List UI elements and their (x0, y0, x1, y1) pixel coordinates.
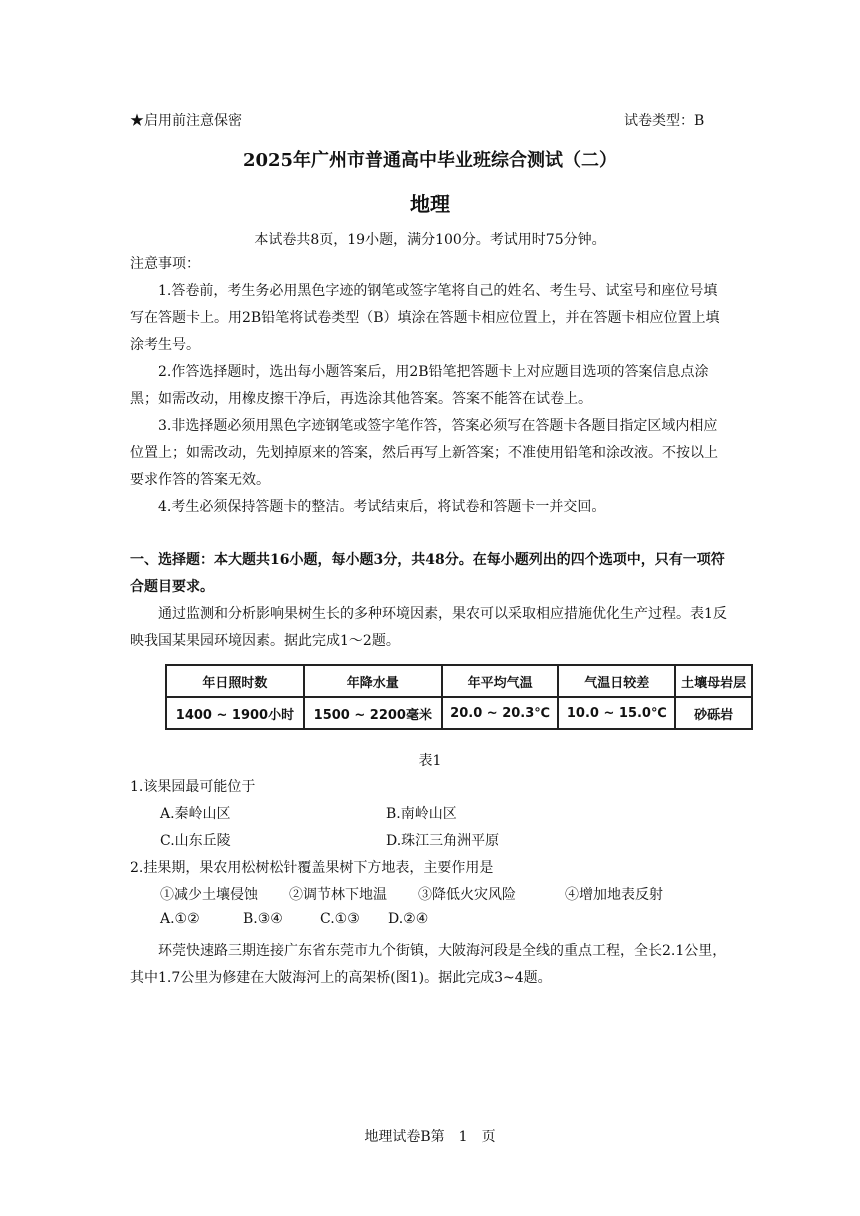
question-2-statement-4: ④增加地表反射 (565, 887, 663, 903)
note-item-2: 2.作答选择题时，选出每小题答案后，用2B铅笔把答题卡上对应题目选项的答案信息点涂黑；如需改动，用橡皮擦干净后，再选涂其他答案。答案不能答在试卷上。 (130, 364, 709, 407)
table-cell: 20.0 ~ 20.3℃ (442, 697, 559, 729)
exam-intro: 本试卷共8页，19小题，满分100分。考试用时75分钟。 (254, 232, 606, 248)
exam-title: 2025年广州市普通高中毕业班综合测试（二） (242, 150, 618, 171)
table-row (166, 697, 752, 729)
note-item-3: 3.非选择题必须用黑色字迹钢笔或签字笔作答，答案必须写在答题卡各题目指定区域内相应位置上；如需改动，先划掉原来的答案，然后再写上新答案；不准使用铅笔和涂改液。不按以上要求作答的答案无效。 (130, 418, 718, 488)
table-header-cell: 气温日较差 (558, 665, 675, 697)
table-header-row (166, 665, 752, 697)
environment-table (165, 664, 753, 730)
table-caption: 表1 (418, 753, 442, 769)
question-2-option-b: B.③④ (243, 911, 283, 927)
question-2-statement-3: ③降低火灾风险 (418, 887, 516, 903)
note-item-1: 1.答卷前，考生务必用黑色字迹的钢笔或签字笔将自己的姓名、考生号、试室号和座位号填写在答题卡上。用2B铅笔将试卷类型（B）填涂在答题卡相应位置上，并在答题卡相应位置上填涂考生号。 (130, 283, 720, 353)
question-2-option-c: C.①③ (320, 911, 360, 927)
question-1-option-d: D.珠江三角洲平原 (386, 833, 500, 849)
notes-heading: 注意事项： (130, 256, 200, 272)
question-2-option-d: D.②④ (388, 911, 429, 927)
page-footer: 地理试卷B第 1 页 (364, 1129, 496, 1145)
passage-1: 通过监测和分析影响果树生长的多种环境因素，果农可以采取相应措施优化生产过程。表1反映我国某果园环境因素。据此完成1～2题。 (130, 606, 727, 649)
confidential-label: ★启用前注意保密 (130, 113, 242, 129)
table-cell: 1400 ~ 1900小时 (166, 697, 304, 729)
table-header-cell: 年平均气温 (442, 665, 559, 697)
table-cell: 1500 ~ 2200毫米 (304, 697, 442, 729)
note-item-4: 4.考生必须保持答题卡的整洁。考试结束后，将试卷和答题卡一并交回。 (158, 499, 606, 515)
question-2-stem: 2.挂果期，果农用松树松针覆盖果树下方地表，主要作用是 (130, 860, 494, 876)
passage-2: 环莞快速路三期连接广东省东莞市九个街镇，大陂海河段是全线的重点工程，全长2.1公里，其中1.7公里为修建在大陂海河上的高架桥(图1)。据此完成3~4题。 (130, 943, 727, 986)
paper-type-label: 试卷类型：B (624, 113, 705, 129)
question-2-statement-2: ②调节林下地温 (289, 887, 387, 903)
question-1-option-a: A.秦岭山区 (160, 806, 231, 822)
table-cell: 10.0 ~ 15.0℃ (558, 697, 675, 729)
question-2-option-a: A.①② (160, 911, 200, 927)
table-header-cell: 年日照时数 (166, 665, 304, 697)
question-1-option-b: B.南岭山区 (386, 806, 457, 822)
table-header-cell: 年降水量 (304, 665, 442, 697)
question-1-stem: 1.该果园最可能位于 (130, 779, 256, 795)
question-2-statement-1: ①减少土壤侵蚀 (160, 887, 258, 903)
subject-title: 地理 (410, 192, 450, 216)
table-cell: 砂砾岩 (675, 697, 752, 729)
table-header-cell: 土壤母岩层 (675, 665, 752, 697)
question-1-option-c: C.山东丘陵 (160, 833, 231, 849)
section-heading: 一、选择题：本大题共16小题，每小题3分，共48分。在每小题列出的四个选项中，只有一项符合题目要求。 (130, 552, 725, 595)
